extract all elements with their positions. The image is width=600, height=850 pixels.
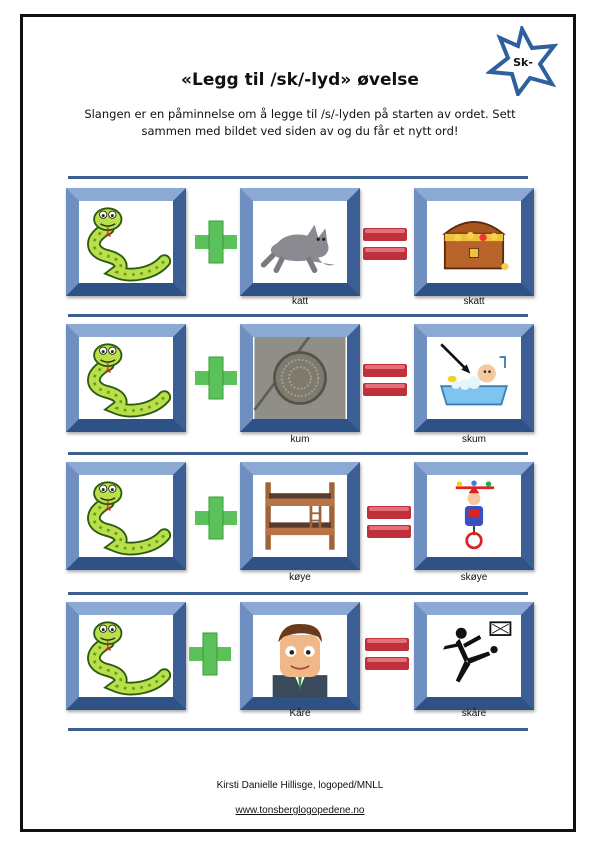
goal-kick-picture bbox=[414, 602, 534, 710]
word-label: kum bbox=[290, 434, 310, 445]
plus-icon bbox=[194, 220, 238, 264]
treasure-chest-icon bbox=[427, 201, 521, 283]
result-word-label: skum bbox=[462, 434, 486, 445]
equals-icon bbox=[362, 226, 408, 262]
snake-icon bbox=[79, 475, 173, 557]
divider bbox=[68, 452, 528, 455]
plus-icon bbox=[194, 356, 238, 400]
man-face-icon bbox=[253, 615, 347, 697]
snake-picture bbox=[66, 602, 186, 710]
exercise-row-koye bbox=[0, 460, 600, 583]
snake-icon bbox=[79, 337, 173, 419]
bunk-bed-icon bbox=[253, 475, 347, 557]
snake-picture bbox=[66, 324, 186, 432]
unicycle-jester-icon bbox=[427, 475, 521, 557]
author-credit: Kirsti Danielle Hillisge, logoped/MNLL bbox=[216, 780, 384, 791]
divider bbox=[68, 592, 528, 595]
equals-icon bbox=[362, 362, 408, 398]
equals-icon bbox=[366, 504, 412, 540]
exercise-row-kare bbox=[0, 600, 600, 720]
word-label: katt bbox=[291, 296, 309, 307]
intro-text: Slangen er en påminnelse om å legge til /s/-lyden på starten av ordet. Sett sammen med bildet ved siden av og du får et nytt ord! bbox=[84, 107, 516, 138]
exercise-row-kum bbox=[0, 322, 600, 445]
cat-picture bbox=[240, 188, 360, 296]
bunk-bed-picture bbox=[240, 462, 360, 570]
snake-picture bbox=[66, 462, 186, 570]
result-word-label: skåre bbox=[461, 708, 487, 719]
exercise-row-katt bbox=[0, 186, 600, 306]
man-picture bbox=[240, 602, 360, 710]
snake-icon bbox=[79, 615, 173, 697]
website-link[interactable]: www.tonsberglogopedene.no bbox=[235, 805, 365, 816]
treasure-picture bbox=[414, 188, 534, 296]
jester-picture bbox=[414, 462, 534, 570]
manhole-picture bbox=[240, 324, 360, 432]
word-label: køye bbox=[289, 572, 311, 583]
manhole-cover-icon bbox=[253, 337, 347, 419]
word-label: Kåre bbox=[289, 708, 311, 719]
plus-icon bbox=[194, 496, 238, 540]
divider bbox=[68, 314, 528, 317]
snake-picture bbox=[66, 188, 186, 296]
badge-text: Sk- bbox=[513, 56, 533, 69]
bathtub-icon bbox=[427, 337, 521, 419]
result-word-label: skatt bbox=[463, 296, 485, 307]
bath-foam-picture bbox=[414, 324, 534, 432]
result-word-label: skøye bbox=[460, 572, 488, 583]
divider bbox=[68, 728, 528, 731]
cat-icon bbox=[253, 201, 347, 283]
page-title: «Legg til /sk/-lyd» øvelse bbox=[181, 70, 419, 90]
plus-icon bbox=[188, 632, 232, 676]
soccer-player-icon bbox=[427, 615, 521, 697]
snake-icon bbox=[79, 201, 173, 283]
equals-icon bbox=[364, 636, 410, 672]
divider bbox=[68, 176, 528, 179]
